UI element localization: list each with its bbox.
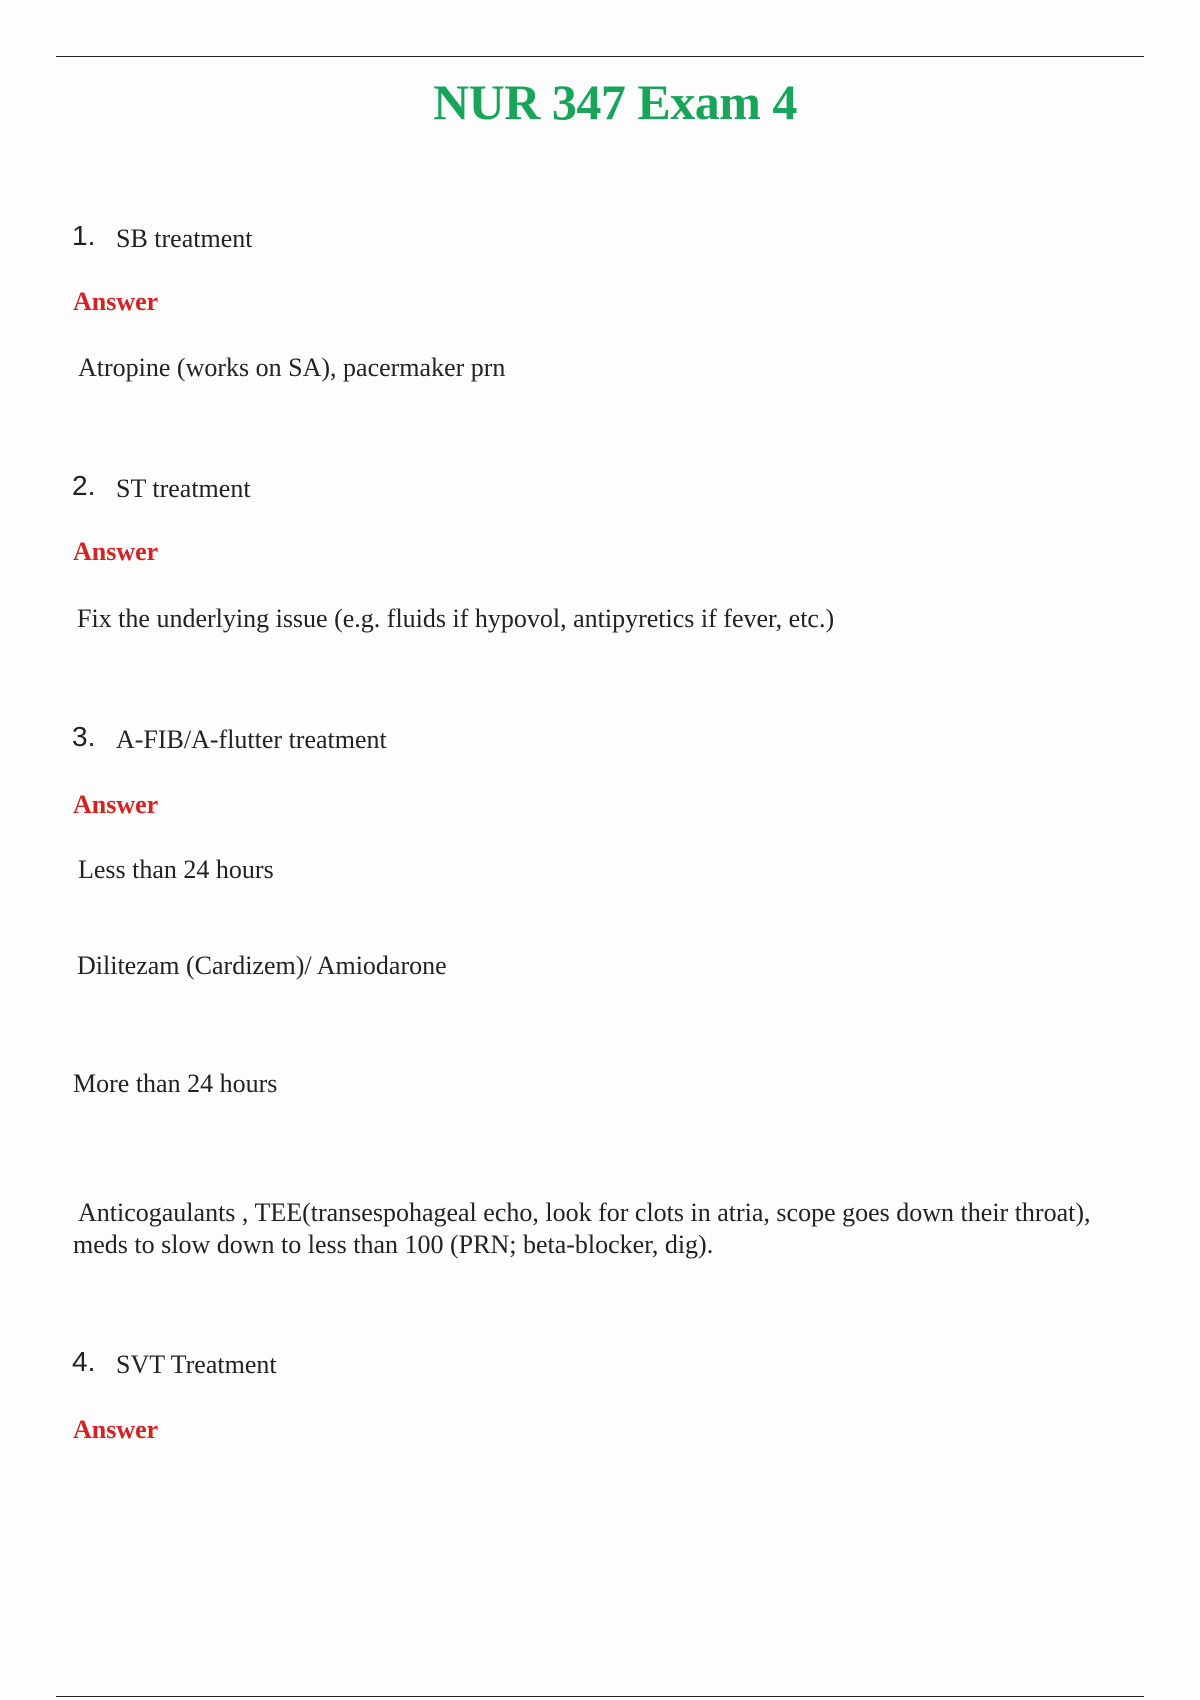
- question-text: SB treatment: [116, 224, 253, 253]
- answer-text: Anticogaulants , TEE(transespohageal echo, look for clots in atria, scope goes down their throat), meds to slow down to less than 100 (PRN; beta-blocker, dig).: [73, 1198, 1091, 1259]
- question-text: A-FIB/A-flutter treatment: [116, 725, 387, 754]
- answer-text: Dilitezam (Cardizem)/ Amiodarone: [77, 951, 447, 980]
- question-text: ST treatment: [116, 474, 251, 503]
- answer-label: Answer: [73, 1415, 159, 1444]
- answer-text: Less than 24 hours: [78, 855, 274, 884]
- question-number: 3.: [72, 721, 96, 752]
- top-rule: [56, 56, 1144, 57]
- answer-text: Fix the underlying issue (e.g. fluids if hypovol, antipyretics if fever, etc.): [77, 604, 835, 633]
- answer-label: Answer: [73, 287, 159, 316]
- answer-text: Atropine (works on SA), pacermaker prn: [78, 353, 506, 382]
- answer-label: Answer: [73, 790, 159, 819]
- question-number: 1.: [72, 220, 96, 251]
- answer-text: More than 24 hours: [73, 1069, 278, 1098]
- answer-label: Answer: [73, 537, 159, 566]
- question-text: SVT Treatment: [116, 1350, 277, 1379]
- question-number: 2.: [72, 470, 96, 501]
- bottom-rule: [56, 1696, 1144, 1697]
- question-number: 4.: [72, 1346, 96, 1377]
- document-title: NUR 347 Exam 4: [433, 74, 797, 130]
